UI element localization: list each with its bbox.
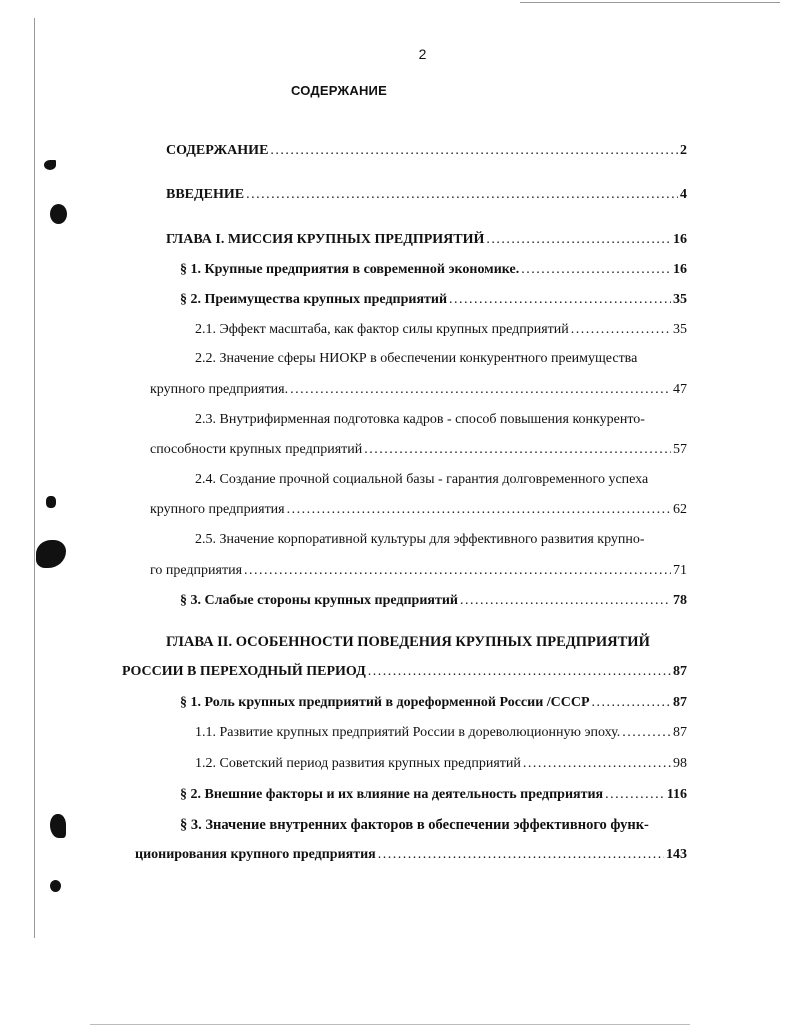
scan-edge-line [34,18,35,938]
toc-entry-page: 116 [666,787,687,802]
toc-entry [150,563,687,579]
toc-entry-label: крупного предприятия [150,502,285,517]
toc-entry-label: способности крупных предприятий [150,442,363,457]
toc-leader [368,664,671,680]
toc-leader [287,502,671,518]
scan-mark [50,204,67,224]
toc-entry-line1: 2.3. Внутрифирменная подготовка кадров - способ повышения конкуренто- [195,412,645,427]
toc-entry-page: 87 [673,725,687,740]
toc-leader [523,756,671,772]
toc-entry-page: 57 [673,442,687,457]
toc-entry-label: 1.2. Советский период развития крупных предприятий [195,756,521,771]
toc-entry-page: 78 [673,593,687,608]
scan-edge-line [520,2,780,3]
scan-mark [50,814,66,838]
toc-entry-page: 2 [680,143,687,158]
toc-entry [135,847,687,863]
toc-entry [180,593,687,609]
toc-entry-page: 16 [673,262,687,277]
toc-entry [180,787,687,803]
toc-entry [166,143,687,159]
toc-entry-page: 47 [673,382,687,397]
toc-leader [290,382,671,398]
toc-entry-label: § 3. Слабые стороны крупных предприятий [180,593,458,608]
page-number: 2 [418,46,427,62]
toc-entry-page: 71 [673,563,687,578]
toc-leader [622,725,671,741]
toc-entry [180,262,687,278]
toc-entry [195,725,687,741]
toc-entry-page: 4 [680,187,687,202]
toc-leader [244,563,671,579]
toc-entry-label: 2.1. Эффект масштаба, как фактор силы крупных предприятий [195,322,569,337]
toc-entry-line1: ГЛАВА II. ОСОБЕННОСТИ ПОВЕДЕНИЯ КРУПНЫХ ПРЕДПРИЯТИЙ [166,634,650,650]
toc-entry-label: 1.1. Развитие крупных предприятий России в дореволюционную эпоху. [195,725,621,740]
toc-leader [571,322,671,338]
toc-entry [150,442,687,458]
toc-entry-label: § 1. Роль крупных предприятий в дореформенной России /СССР [180,695,590,710]
toc-entry [180,695,687,711]
scan-mark [44,160,56,170]
toc-entry-label: го предприятия [150,563,243,578]
toc-entry [166,187,687,203]
toc-entry-label: § 2. Внешние факторы и их влияние на деятельность предприятия [180,787,604,802]
toc-entry-label: § 1. Крупные предприятия в современной экономике. [180,262,520,277]
scan-edge-line [90,1024,690,1025]
toc-leader [605,787,665,803]
toc-entry-line1: 2.5. Значение корпоративной культуры для эффективного развития крупно- [195,532,645,547]
scan-mark [46,496,56,508]
toc-leader [378,847,664,863]
toc-entry [122,664,687,680]
toc-entry-page: 35 [673,292,687,307]
toc-entry [150,382,687,398]
toc-entry-page: 143 [666,847,687,862]
toc-entry-label: ВВЕДЕНИЕ [166,187,245,202]
toc-entry-label: ционирования крупного предприятия [135,847,376,862]
toc-leader [270,143,678,159]
toc-entry [195,756,687,772]
toc-entry-line1: § 3. Значение внутренних факторов в обеспечении эффективного функ- [180,817,649,833]
page-title: СОДЕРЖАНИЕ [291,83,387,98]
toc-entry-page: 16 [673,232,687,247]
toc-entry-line1: 2.2. Значение сферы НИОКР в обеспечении конкурентного преимущества [195,351,638,366]
toc-entry [166,232,687,248]
toc-entry-label: СОДЕРЖАНИЕ [166,143,269,158]
toc-leader [460,593,671,609]
toc-entry [180,292,687,308]
toc-leader [592,695,671,711]
toc-entry-label: ГЛАВА I. МИССИЯ КРУПНЫХ ПРЕДПРИЯТИЙ [166,232,485,247]
toc-entry-page: 98 [673,756,687,771]
toc-leader [246,187,678,203]
toc-leader [521,262,671,278]
toc-leader [364,442,671,458]
toc-entry [150,502,687,518]
toc-entry-label: крупного предприятия. [150,382,289,397]
toc-entry [195,322,687,338]
toc-entry-page: 35 [673,322,687,337]
toc-leader [486,232,671,248]
toc-entry-label: § 2. Преимущества крупных предприятий [180,292,448,307]
toc-entry-line1: 2.4. Создание прочной социальной базы - гарантия долговременного успеха [195,472,649,487]
toc-leader [449,292,671,308]
scan-mark [36,540,66,568]
scan-mark [50,880,61,892]
toc-entry-page: 87 [673,695,687,710]
toc-entry-label: РОССИИ В ПЕРЕХОДНЫЙ ПЕРИОД [122,664,366,679]
toc-entry-page: 87 [673,664,687,679]
toc-entry-page: 62 [673,502,687,517]
